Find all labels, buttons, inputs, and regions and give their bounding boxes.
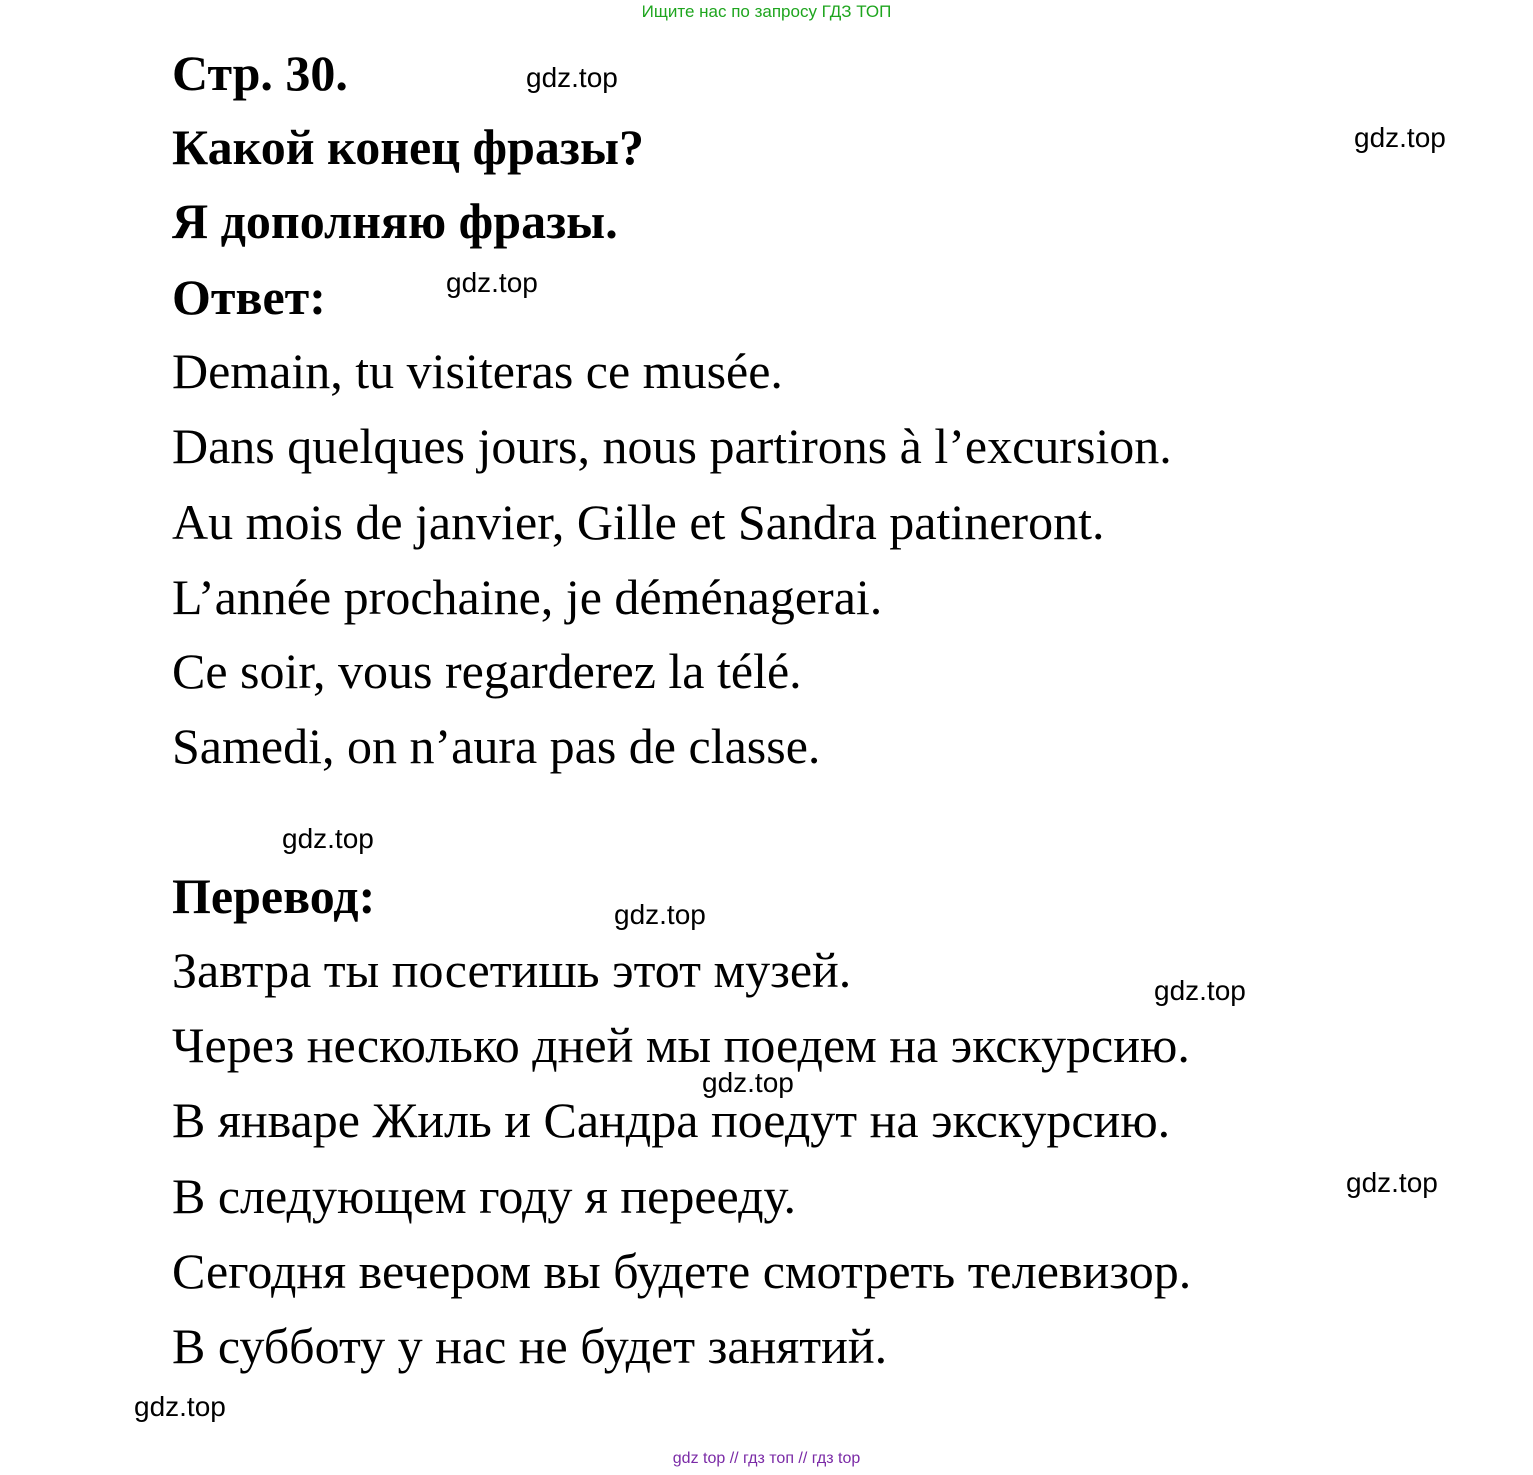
translation-line-5: Сегодня вечером вы будете смотреть телевизор.	[172, 1243, 1192, 1299]
answer-label: Ответ:	[172, 269, 326, 325]
translation-line-2: Через несколько дней мы поедем на экскурсию.	[172, 1017, 1190, 1073]
watermark: gdz.top	[1154, 975, 1246, 1006]
top-banner[interactable]: Ищите нас по запросу ГДЗ ТОП	[641, 2, 892, 21]
watermark: gdz.top	[1354, 122, 1446, 153]
answer-line-6: Samedi, on n’aura pas de classe.	[172, 718, 821, 774]
watermark: gdz.top	[446, 267, 538, 298]
translation-line-6: В субботу у нас не будет занятий.	[172, 1318, 888, 1374]
translation-line-1: Завтра ты посетишь этот музей.	[172, 942, 852, 998]
page-reference: Стр. 30.	[172, 45, 348, 101]
task-subtitle: Я дополняю фразы.	[172, 193, 618, 249]
answer-line-1: Demain, tu visiteras ce musée.	[172, 343, 783, 399]
watermark: gdz.top	[702, 1067, 794, 1098]
translation-line-4: В следующем году я перееду.	[172, 1168, 797, 1224]
bottom-banner[interactable]: gdz top // гдз топ // гдз top	[672, 1450, 861, 1467]
watermark: gdz.top	[134, 1391, 226, 1422]
watermark: gdz.top	[526, 62, 618, 93]
answer-line-4: L’année prochaine, je déménagerai.	[172, 569, 883, 625]
watermark: gdz.top	[614, 899, 706, 930]
watermark: gdz.top	[282, 823, 374, 854]
task-title: Какой конец фразы?	[172, 119, 645, 175]
translation-line-3: В январе Жиль и Сандра поедут на экскурсию.	[172, 1092, 1171, 1148]
answer-line-3: Au mois de janvier, Gille et Sandra patineront.	[172, 494, 1105, 550]
answer-line-2: Dans quelques jours, nous partirons à l’excursion.	[172, 418, 1172, 474]
watermark: gdz.top	[1346, 1167, 1438, 1198]
answer-line-5: Ce soir, vous regarderez la télé.	[172, 643, 802, 699]
translation-label: Перевод:	[172, 868, 376, 924]
